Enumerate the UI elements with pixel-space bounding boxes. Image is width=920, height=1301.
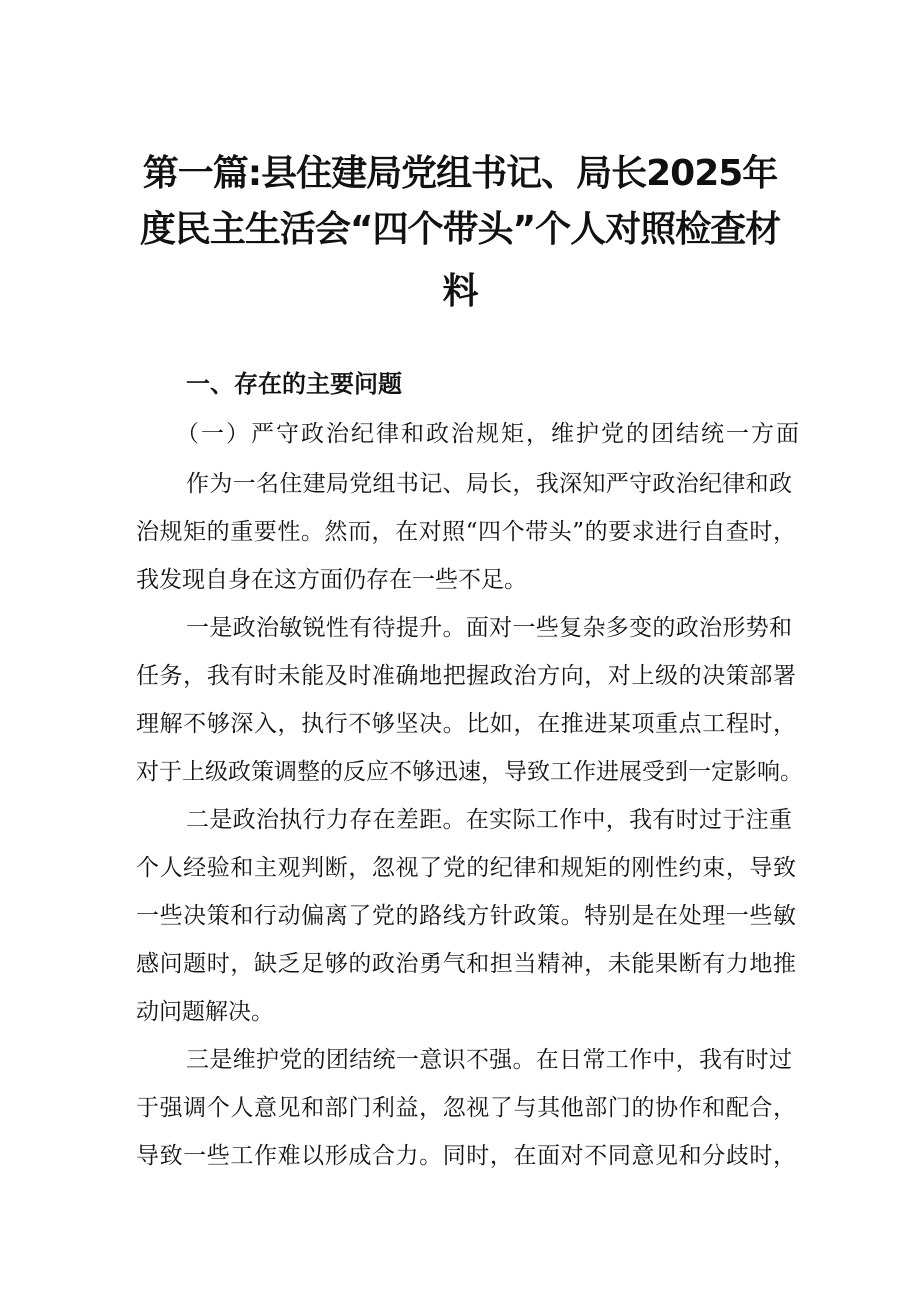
paragraph-line: 一些决策和行动偏离了党的路线方针政策。特别是在处理一些敏	[136, 903, 796, 929]
document-title-line-1: 第一篇:县住建局党组书记、局长2025年	[142, 153, 778, 194]
paragraph-line: 理解不够深入，执行不够坚决。比如，在推进某项重点工程时，	[136, 711, 796, 737]
paragraph-line: 治规矩的重要性。然而，在对照“四个带头”的要求进行自查时，	[136, 519, 796, 545]
subsection-heading: （一）严守政治纪律和政治规矩，维护党的团结统一方面	[176, 421, 801, 447]
paragraph-line: 对于上级政策调整的反应不够迅速，导致工作进展受到一定影响。	[136, 759, 803, 785]
paragraph-line: 导致一些工作难以形成合力。同时，在面对不同意见和分歧时，	[136, 1143, 796, 1169]
section-heading: 一、存在的主要问题	[186, 370, 402, 398]
paragraph-line: 三是维护党的团结统一意识不强。在日常工作中，我有时过	[186, 1047, 792, 1073]
paragraph-line: 个人经验和主观判断，忽视了党的纪律和规矩的刚性约束，导致	[136, 855, 796, 881]
document-title-line-2: 度民主生活会“四个带头”个人对照检查材	[139, 209, 781, 250]
paragraph-line: 二是政治执行力存在差距。在实际工作中，我有时过于注重	[186, 807, 792, 833]
paragraph-line: 感问题时，缺乏足够的政治勇气和担当精神，未能果断有力地推	[136, 951, 796, 977]
paragraph-line: 于强调个人意见和部门利益，忽视了与其他部门的协作和配合，	[136, 1095, 796, 1121]
paragraph-line: 作为一名住建局党组书记、局长，我深知严守政治纪律和政	[186, 471, 792, 497]
paragraph-line: 动问题解决。	[136, 999, 274, 1025]
document-title-line-3: 料	[442, 271, 478, 312]
paragraph-line: 任务，我有时未能及时准确地把握政治方向，对上级的决策部署	[136, 663, 796, 689]
paragraph-line: 我发现自身在这方面仍存在一些不足。	[136, 567, 527, 593]
paragraph-line: 一是政治敏锐性有待提升。面对一些复杂多变的政治形势和	[186, 615, 792, 641]
